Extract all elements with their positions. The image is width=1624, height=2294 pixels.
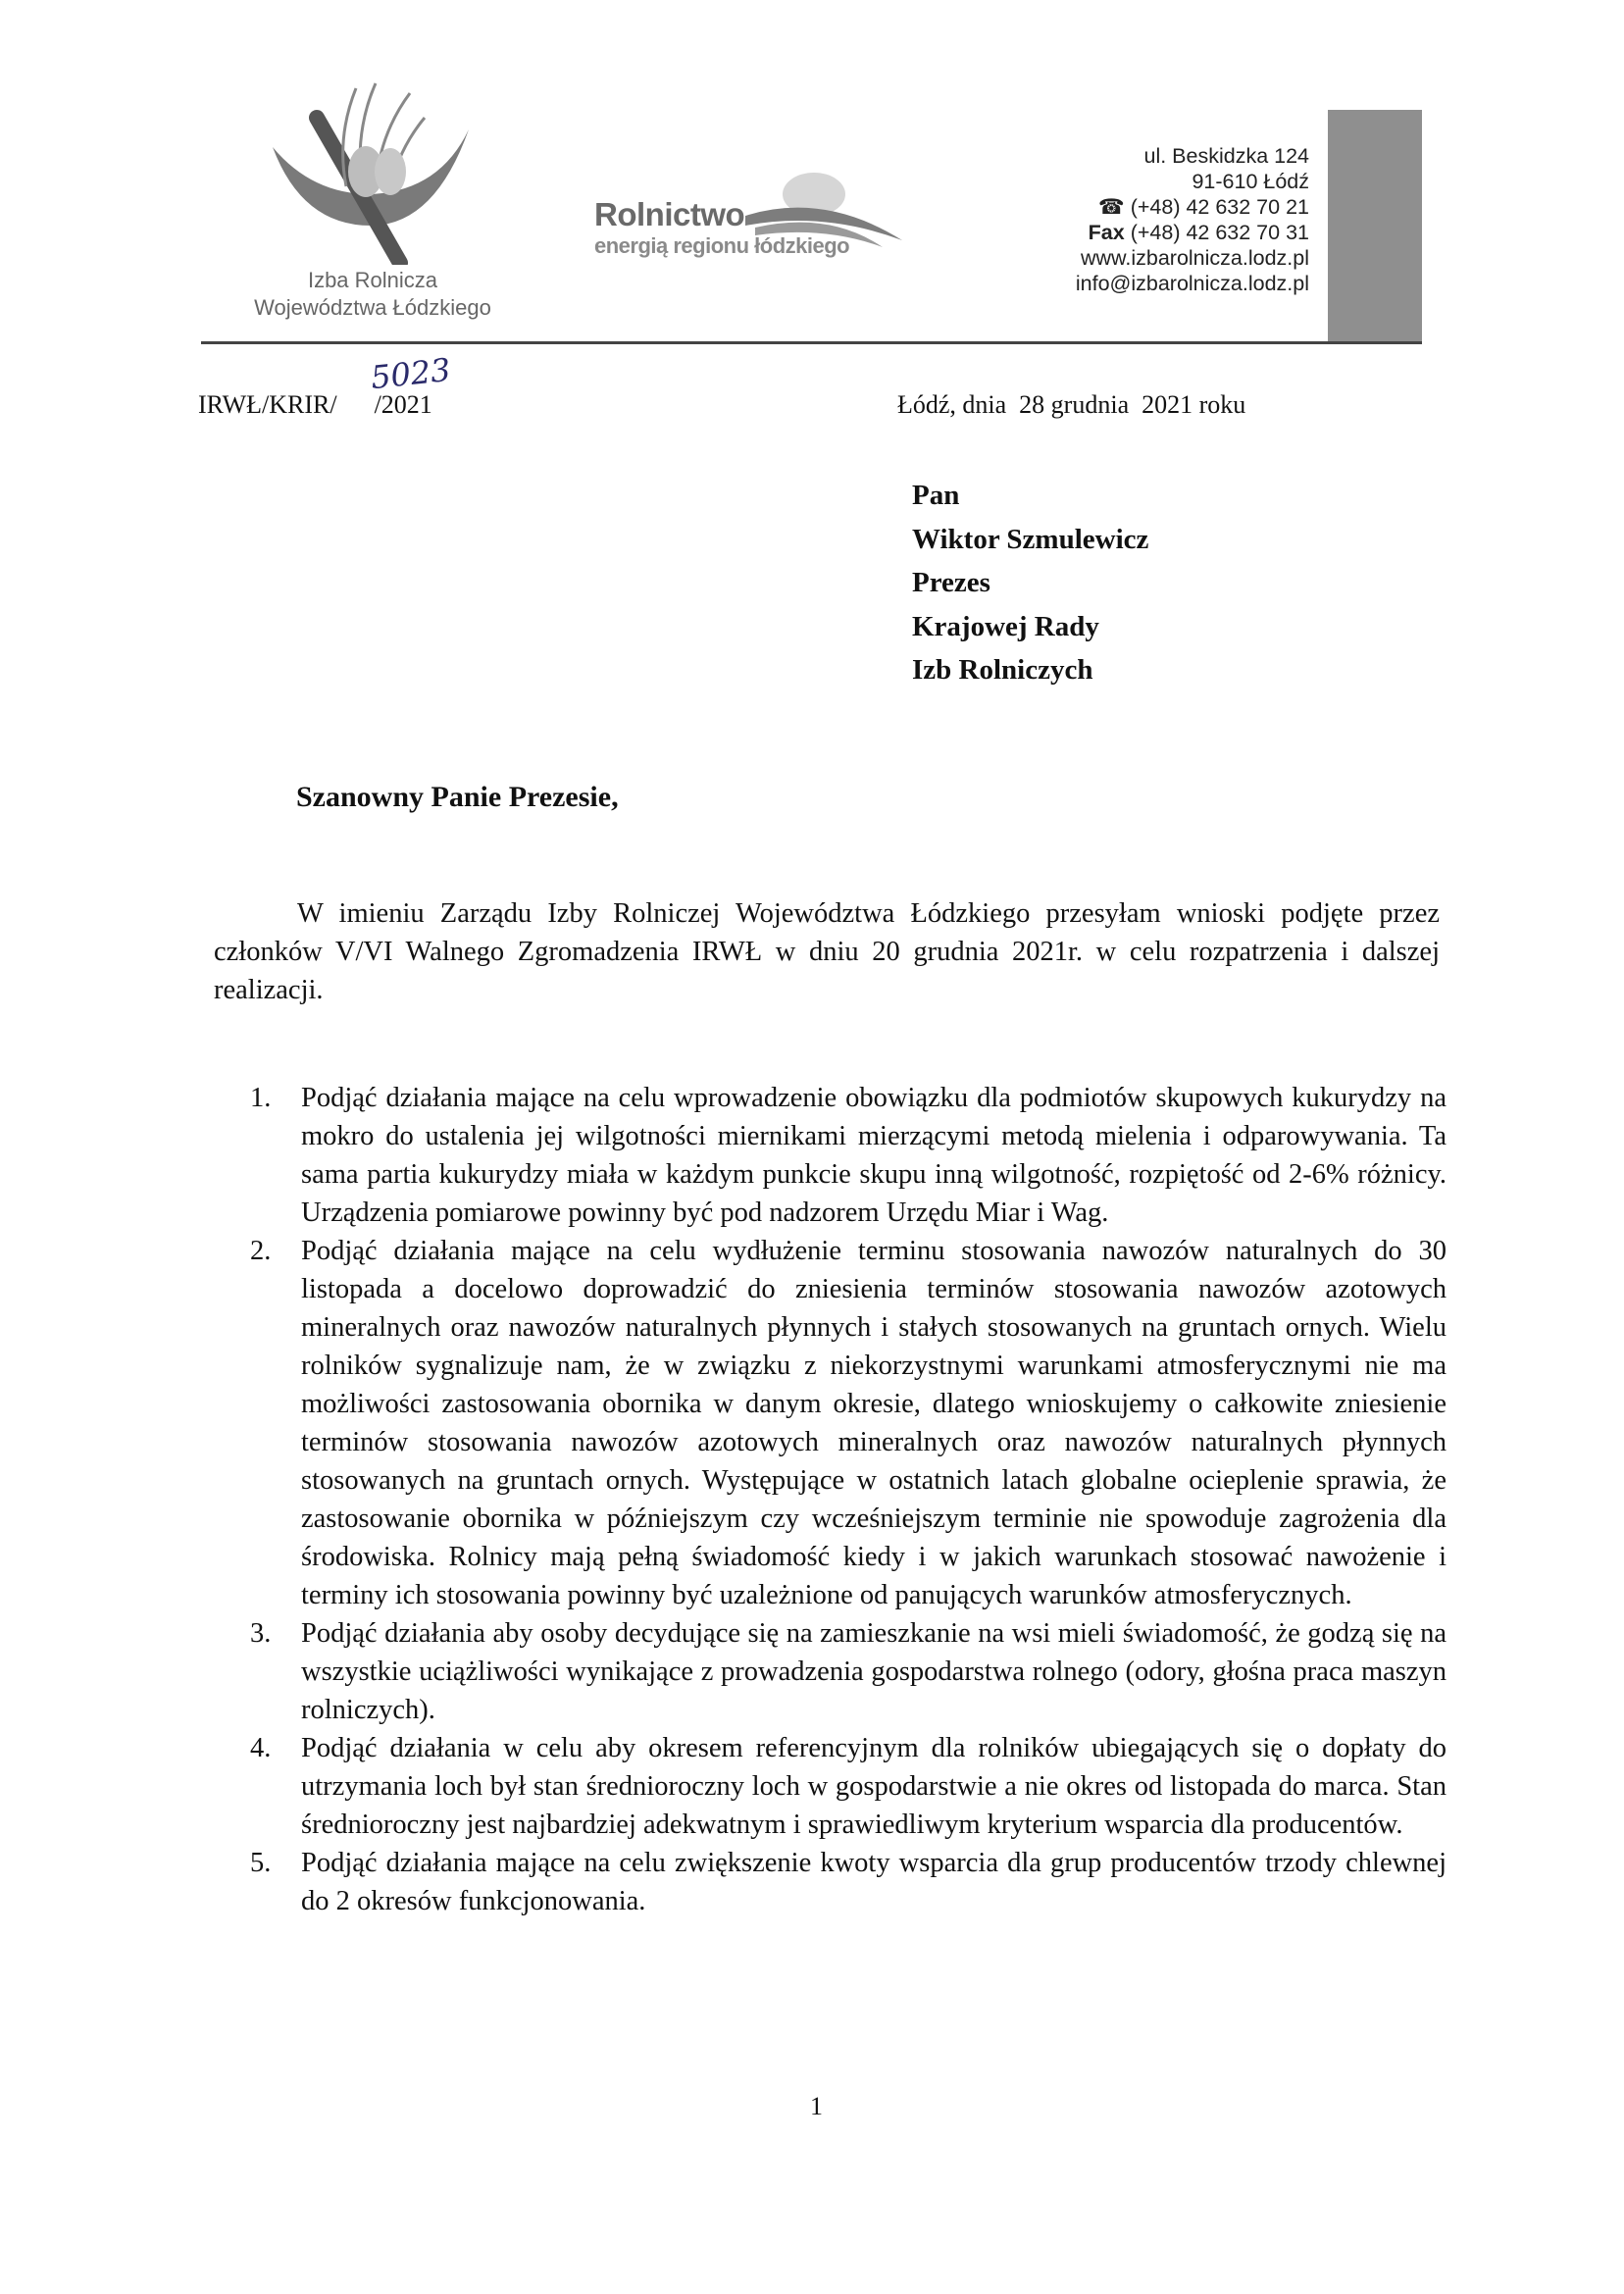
contact-fax-row xyxy=(941,220,1309,245)
handwritten-reference-number: 5023 xyxy=(369,350,453,397)
page-number: 1 xyxy=(810,2092,823,2120)
item-text: Podjąć działania w celu aby okresem referencyjnym dla rolników ubiegających się o dopłaty do utrzymania loch był stan średnioroczny loch w gospodarstwie a nie okres od listopada do marca. Stan średnioroczny jest najbardziej adekwatnym i sprawiedliwym kryterium wsparcia dla producentów. xyxy=(301,1733,1446,1840)
logo-subtitle: energią regionu łódzkiego xyxy=(594,233,850,258)
header-divider xyxy=(201,341,1422,344)
intro-paragraph xyxy=(214,894,1440,1009)
item-text: Podjąć działania mające na celu wydłużenie terminu stosowania nawozów naturalnych do 30 listopada a docelowo doprowadzić do zniesienia terminów stosowania nawozów azotowych mineralnych oraz nawozów naturalnych płynnych i stałych stosowanych na gruntach ornych. Wielu rolników sygnalizuje nam, że w związku z niekorzystnymi warunkami atmosferycznymi nie ma możliwości zastosowania obornika w danym okresie, dlatego wnioskujemy o całkowite zniesienie terminów stosowania nawozów azotowych mineralnych oraz nawozów naturalnych płynnych stosowanych na gruntach ornych. Występujące w ostatnich latach globalne ocieplenie sprawia, że zastosowanie obornika w późniejszym czy wcześniejszym terminie nie spowoduje zagrożenia dla środowiska. Rolnicy mają pełną świadomość kiedy i w jakich warunkach stosować nawożenie i terminy ich stosowania powinny być uzależnione od panujących warunków atmosferycznych. xyxy=(301,1236,1446,1610)
contact-website[interactable]: www.izbarolnicza.lodz.pl xyxy=(1080,246,1309,270)
organization-name xyxy=(226,267,520,322)
list-item xyxy=(245,1614,1446,1729)
addressee-line: Krajowej Rady xyxy=(912,610,1099,642)
list-item xyxy=(245,1729,1446,1844)
item-text: Podjąć działania mające na celu wprowadzenie obowiązku dla podmiotów skupowych kukurydzy na mokro do ustalenia jej wilgotności miernikami mierzącymi metodą mielenia i odparowywania. Ta sama partia kukurydzy miała w każdym punkcie skupu inną wilgotność, rozpiętość od 2-6% różnicy. Urządzenia pomiarowe powinny być pod nadzorem Urzędu Miar i Wag. xyxy=(301,1083,1446,1228)
contact-city: 91-610 Łódź xyxy=(1192,170,1309,193)
header-accent-bar xyxy=(1328,110,1422,341)
chamber-emblem-icon xyxy=(263,78,479,265)
list-item xyxy=(245,1079,1446,1232)
fax-label: Fax xyxy=(1088,221,1125,244)
item-number: 3. xyxy=(250,1618,272,1649)
reference-number xyxy=(198,390,432,420)
item-number: 1. xyxy=(250,1083,272,1113)
contact-phone: (+48) 42 632 70 21 xyxy=(1130,195,1309,219)
salutation: Szanowny Panie Prezesie, xyxy=(296,781,619,813)
reference-year: /2021 xyxy=(374,390,432,419)
proposals-list xyxy=(245,1079,1446,1920)
item-number: 5. xyxy=(250,1848,272,1878)
contact-fax: (+48) 42 632 70 31 xyxy=(1130,221,1309,244)
logo-title: Rolnictwo xyxy=(594,196,745,232)
contact-phone-row xyxy=(941,194,1309,220)
item-number: 4. xyxy=(250,1733,272,1763)
contact-address: ul. Beskidzka 124 xyxy=(1143,144,1309,168)
addressee-line: Wiktor Szmulewicz xyxy=(912,523,1149,555)
addressee-line: Izb Rolniczych xyxy=(912,654,1093,686)
phone-icon: ☎ xyxy=(1097,195,1125,219)
contact-email[interactable]: info@izbarolnicza.lodz.pl xyxy=(1075,272,1309,295)
date-line: Łódź, dnia 28 grudnia 2021 roku xyxy=(897,390,1246,419)
org-name-line2: Województwa Łódzkiego xyxy=(254,295,491,320)
list-item xyxy=(245,1232,1446,1614)
intro-text: W imieniu Zarządu Izby Rolniczej Województwa Łódzkiego przesyłam wnioski podjęte przez członków V/VI Walnego Zgromadzenia IRWŁ w dniu 20 grudnia 2021r. w celu rozpatrzenia i dalszej realizacji. xyxy=(214,898,1440,1005)
item-text: Podjąć działania aby osoby decydujące się na zamieszkanie na wsi mieli świadomość, że godzą się na wszystkie uciążliwości wynikające z prowadzenia gospodarstwa rolnego (odory, głośna praca maszyn rolniczych). xyxy=(301,1618,1446,1725)
addressee-line: Prezes xyxy=(912,567,990,598)
addressee-line: Pan xyxy=(912,480,960,511)
item-number: 2. xyxy=(250,1236,272,1266)
org-name-line1: Izba Rolnicza xyxy=(307,268,438,292)
reference-prefix: IRWŁ/KRIR/ xyxy=(198,390,337,419)
contact-block xyxy=(941,143,1309,296)
list-item xyxy=(245,1844,1446,1920)
addressee-block xyxy=(912,474,1148,692)
item-text: Podjąć działania mające na celu zwiększenie kwoty wsparcia dla grup producentów trzody chlewnej do 2 okresów funkcjonowania. xyxy=(301,1848,1446,1916)
